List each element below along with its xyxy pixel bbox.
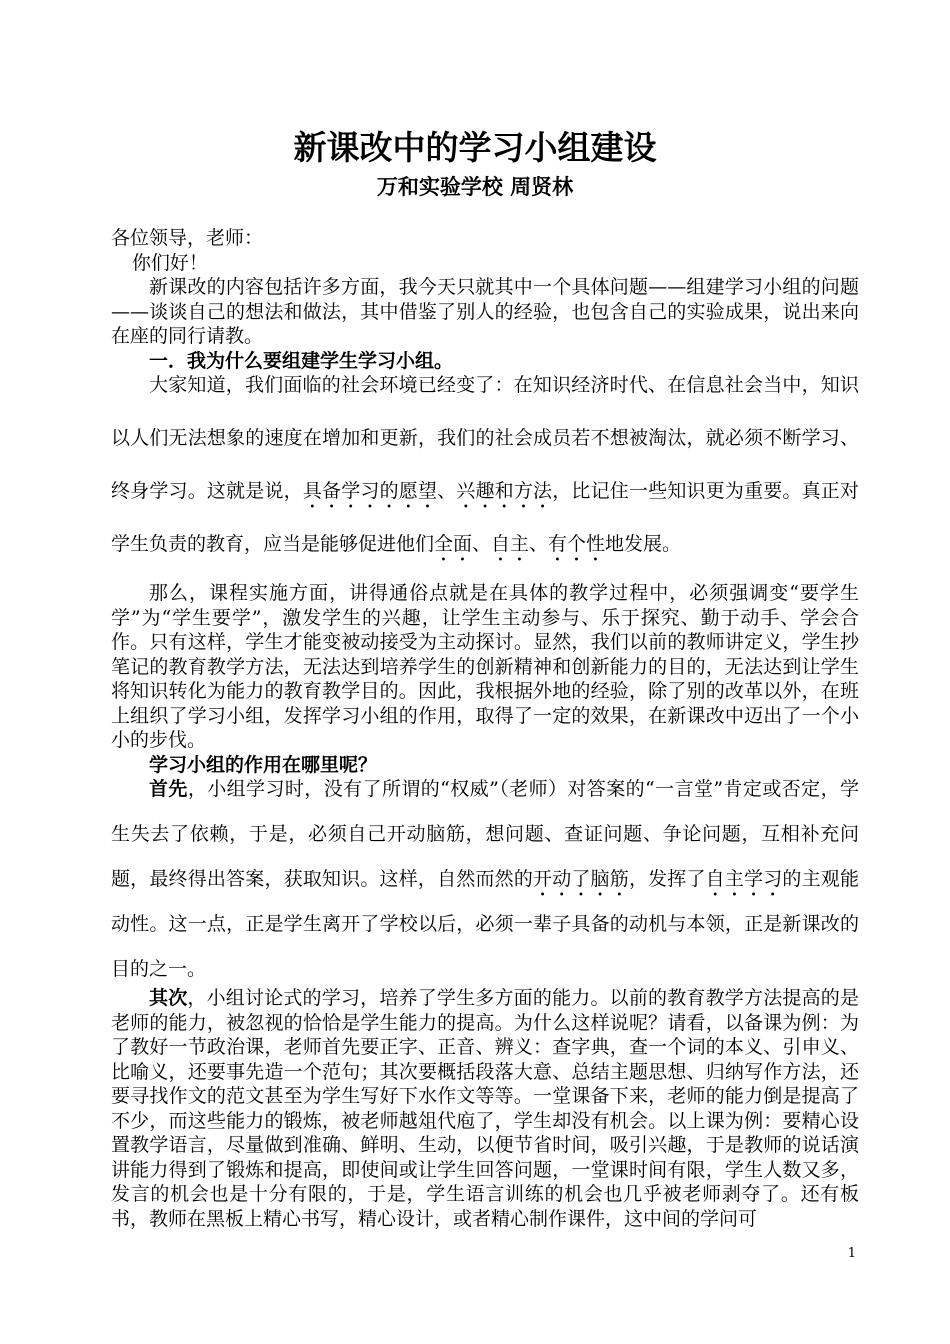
- greeting: 你们好！: [131, 251, 208, 274]
- paragraph-4-emphasis-2: 自主学习: [705, 868, 783, 890]
- paragraph-2-lead: 大家知道，我们面临的社会环境已经变了：在知识经济时代、在信息社会当中，知识以人们无法想象的速度在增加和更新，我们的社会成员若不想被淘汰，就必须不断学习、终身学习。这就是说，: [111, 374, 859, 502]
- paragraph-2: [111, 359, 859, 571]
- page-number: 1: [847, 1246, 856, 1261]
- salutation: 各位领导，老师：: [111, 227, 264, 249]
- paragraph-2-mid: ，比记住一些知识更为重要。真正对学生负责的教育，应当是能够促进他们: [111, 480, 859, 555]
- intro-paragraph: 新课改的内容包括许多方面，我今天只就其中一个具体问题——组建学习小组的问题——谈谈自己的想法和做法，其中借鉴了别人的经验，也包含自己的实验成果，说出来向在座的同行请教。: [111, 276, 859, 347]
- section-heading-2: 学习小组的作用在哪里呢？: [149, 753, 378, 776]
- paragraph-4-keyword: 首先: [149, 778, 188, 800]
- paragraph-4-lead: ，小组学习时，没有了所谓的“权威”（老师）对答案的“一言堂”肯定或否定，学生失去了依赖，于是，必须自己开动脑筋，想问题、查证问题、争论问题，互相补充问题，最终得出答案，获取知识。这样，自然而然的: [111, 778, 859, 890]
- paragraph-5-keyword: 其次: [149, 987, 188, 1009]
- paragraph-4-end: 的主观能动性。这一点，正是学生离开了学校以后，必须一辈子具备的动机与本领，正是新课改的目的之一。: [111, 868, 859, 980]
- paragraph-5: [111, 986, 859, 1231]
- paragraph-2-emphasis-1: 具备学习的愿望、兴趣和方法: [302, 480, 553, 502]
- paragraph-4: [111, 767, 859, 992]
- document-title: 新课改中的学习小组建设: [293, 128, 657, 167]
- paragraph-3: 那么，课程实施方面，讲得通俗点就是在具体的教学过程中，必须强调变“要学生学”为“学生要学”，激发学生的兴趣，让学生主动参与、乐于探究、勤于动手、学会合作。只有这样，学生才能变被动接受为主动探讨。显然，我们以前的教师讲定义，学生抄笔记的教育教学方法，无法达到培养学生的创新精神和创新能力的目的，无法达到让学生将知识转化为能力的教育教学目的。因此，我根据外地的经验，除了别的改革以外，在班上组织了学习小组，发挥学习小组的作用，取得了一定的效果，在新课改中迈出了一个小小的步伐。: [111, 582, 859, 751]
- paragraph-4-mid: ，发挥了: [628, 868, 706, 890]
- document-author: 万和实验学校 周贤林: [376, 175, 574, 199]
- section-heading-1: 一．我为什么要组建学生学习小组。: [149, 349, 454, 372]
- paragraph-4-emphasis-1: 开动了脑筋: [533, 868, 629, 890]
- paragraph-2-end: 地发展。: [605, 533, 682, 555]
- paragraph-5-text: ，小组讨论式的学习，培养了学生多方面的能力。以前的教育教学方法提高的是老师的能力，被忽视的恰恰是学生能力的提高。为什么这样说呢？请看，以备课为例：为了教好一节政治课，老师首先要正字、正音、辨义：查字典，查一个词的本义、引申义、比喻义，还要事先造一个范句；其次要概括段落大意、总结主题思想、归纳写作方法，还要寻找作文的范文甚至为学生写好下水作文等等。一堂课备下来，老师的能力倒是提高了不少，而这些能力的锻炼，被老师越俎代庖了，学生却没有机会。以上课为例：要精心设置教学语言，尽量做到准确、鲜明、生动，以便节省时间，吸引兴趣，于是教师的说话演讲能力得到了锻炼和提高，即使间或让学生回答问题，一堂课时间有限，学生人数又多，发言的机会也是十分有限的，于是，学生语言训练的机会也几乎被老师剥夺了。还有板书，教师在黑板上精心书写，精心设计，或者精心制作课件，这中间的学问可: [111, 987, 859, 1230]
- paragraph-2-emphasis-2: 全面、自主、有个性: [434, 533, 606, 555]
- document-body: [111, 226, 859, 1231]
